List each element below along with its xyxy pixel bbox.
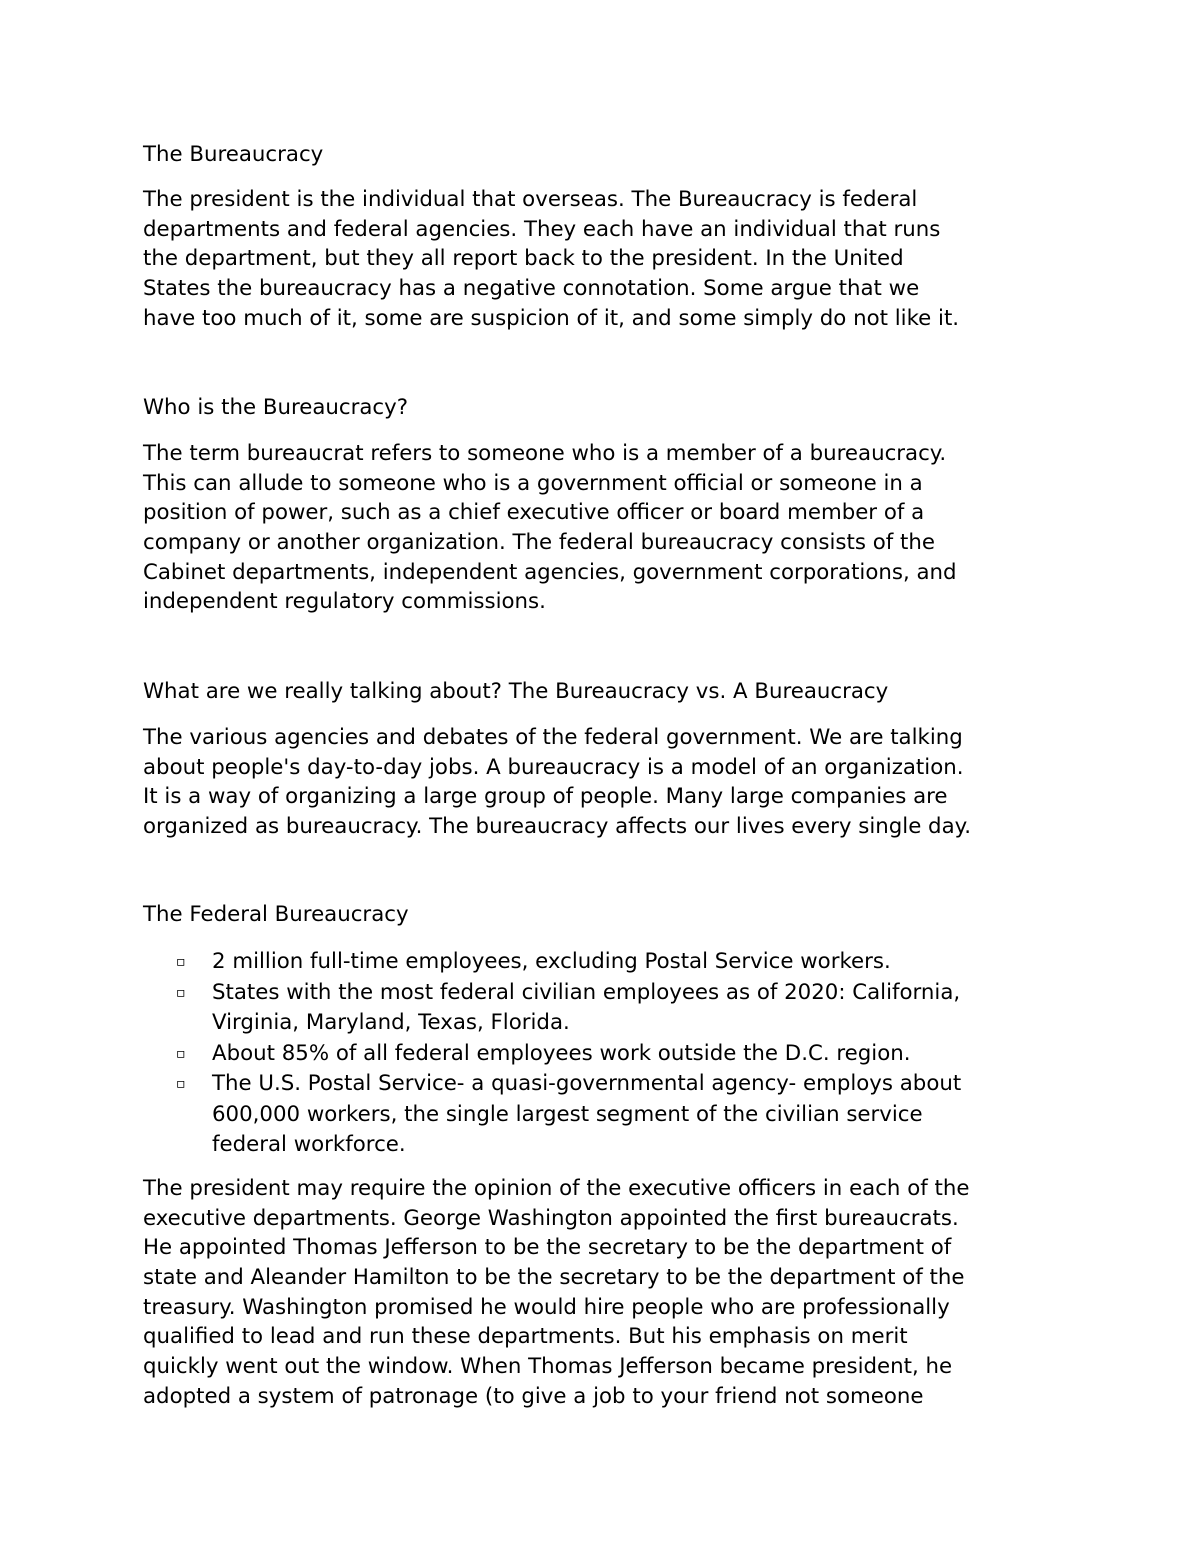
text-line: The president may require the opinion of the executive officers in each of the [143, 1176, 970, 1201]
paragraph [143, 185, 959, 333]
list-item [176, 978, 961, 1039]
text-line: It is a way of organizing a large group of people. Many large companies are [143, 784, 948, 810]
text-line: This can allude to someone who is a government official or someone in a [143, 470, 923, 496]
text-line: The president is the individual that overseas. The Bureaucracy is federal [143, 187, 918, 212]
text-line: adopted a system of patronage (to give a job to your friend not someone [143, 1383, 924, 1409]
text-line: Cabinet departments, independent agencies, government corporations, and [143, 559, 957, 585]
text-line: company or another organization. The federal bureaucracy consists of the [143, 530, 935, 556]
text-line: He appointed Thomas Jefferson to be the secretary to be the department of [143, 1235, 952, 1261]
list-item [176, 1069, 961, 1161]
text-line: The U.S. Postal Service- a quasi-governmental agency- employs about [212, 1071, 962, 1096]
text-line: executive departments. George Washington appointed the first bureaucrats. [143, 1205, 959, 1231]
text-line: position of power, such as a chief executive officer or board member of a [143, 500, 925, 526]
paragraph [143, 439, 957, 617]
section-heading: Who is the Bureaucracy? [143, 395, 409, 420]
bullet-list [176, 947, 961, 1161]
text-line: independent regulatory commissions. [143, 589, 546, 615]
text-line: treasury. Washington promised he would hire people who are professionally [143, 1294, 950, 1320]
text-line: Virginia, Maryland, Texas, Florida. [212, 1010, 570, 1035]
section-heading: What are we really talking about? The Bureaucracy vs. A Bureaucracy [143, 679, 889, 704]
text-line: States the bureaucracy has a negative connotation. Some argue that we [143, 276, 920, 302]
text-line: The term bureaucrat refers to someone who is a member of a bureaucracy. [143, 441, 947, 466]
square-bullet-icon: ▫ [176, 984, 186, 1001]
text-line: have too much of it, some are suspicion of it, and some simply do not like it. [143, 305, 960, 331]
text-line: about people's day-to-day jobs. A bureaucracy is a model of an organization. [143, 754, 964, 780]
paragraph [143, 1174, 969, 1412]
list-item [176, 1039, 961, 1070]
section-heading: The Federal Bureaucracy [143, 902, 409, 927]
paragraph [143, 723, 971, 842]
section-heading: The Bureaucracy [143, 142, 324, 167]
text-line: the department, but they all report back to the president. In the United [143, 246, 904, 272]
list-item [176, 947, 961, 978]
text-line: qualified to lead and run these departments. But his emphasis on merit [143, 1324, 908, 1350]
square-bullet-icon: ▫ [176, 1076, 186, 1092]
text-line: departments and federal agencies. They each have an individual that runs [143, 216, 941, 242]
text-line: state and Aleander Hamilton to be the secretary to be the department of the [143, 1265, 965, 1291]
square-bullet-icon: ▫ [176, 1045, 186, 1062]
text-line: organized as bureaucracy. The bureaucracy affects our lives every single day. [143, 814, 971, 840]
text-line: quickly went out the window. When Thomas Jefferson became president, he [143, 1354, 953, 1380]
text-line: The various agencies and debates of the federal government. We are talking [143, 725, 963, 750]
text-line: federal workforce. [212, 1132, 406, 1157]
text-line: States with the most federal civilian employees as of 2020: California, [212, 979, 961, 1005]
text-line: 2 million full-time employees, excluding Postal Service workers. [212, 949, 891, 974]
square-bullet-icon: ▫ [176, 954, 186, 970]
text-line: 600,000 workers, the single largest segment of the civilian service [212, 1101, 923, 1127]
text-line: About 85% of all federal employees work outside the D.C. region. [212, 1040, 911, 1066]
